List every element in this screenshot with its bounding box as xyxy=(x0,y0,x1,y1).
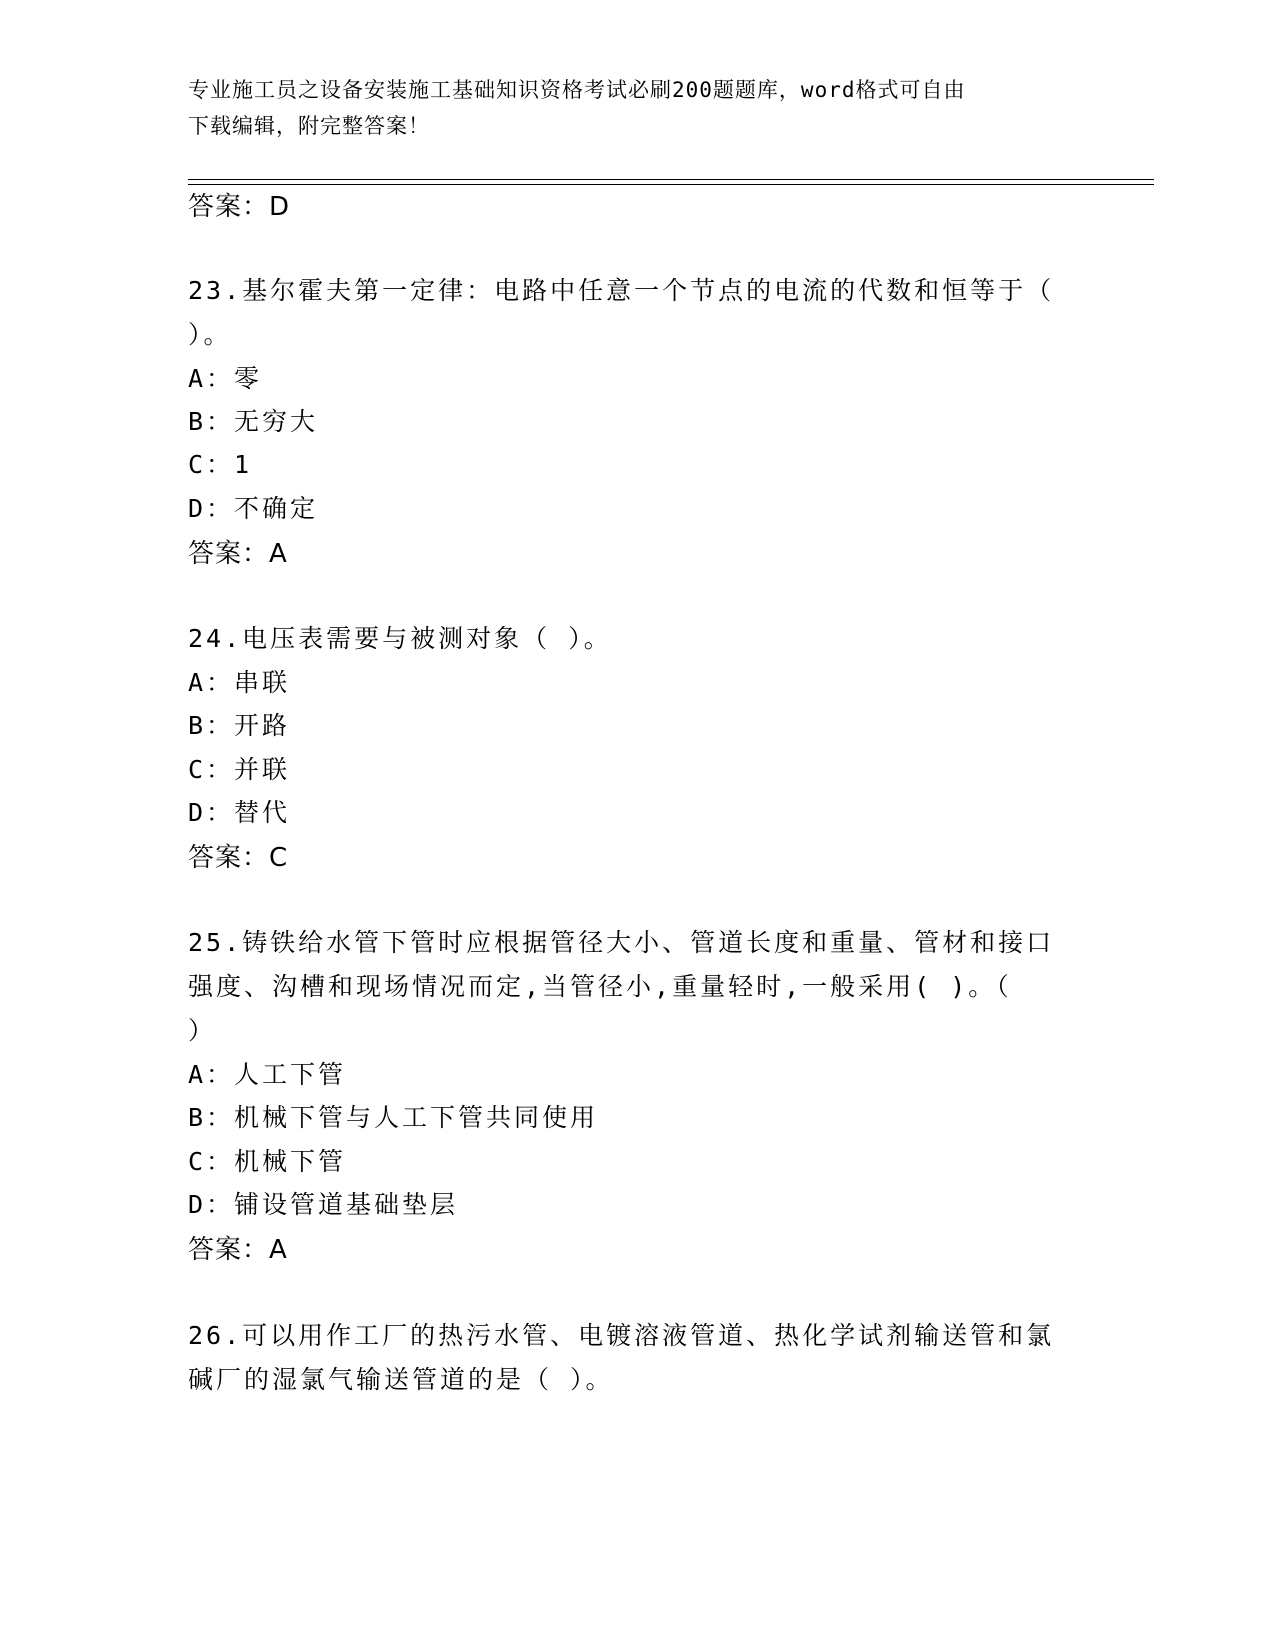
question-23-answer: 答案：A xyxy=(188,539,288,569)
question-23-text: 23.基尔霍夫第一定律：电路中任意一个节点的电流的代数和恒等于（ xyxy=(188,276,1055,305)
question-25-text-cont: 强度、沟槽和现场情况而定,当管径小,重量轻时,一般采用( )。（ xyxy=(188,972,1012,1001)
previous-answer: 答案：D xyxy=(188,192,291,222)
question-26-text: 26.可以用作工厂的热污水管、电镀溶液管道、热化学试剂输送管和氯 xyxy=(188,1321,1055,1350)
question-24-option-d: D：替代 xyxy=(188,798,291,827)
question-25-answer: 答案：A xyxy=(188,1235,288,1265)
question-23-option-c: C：1 xyxy=(188,450,253,479)
question-25-text-cont-2: ） xyxy=(188,1016,217,1045)
question-23-option-b: B：无穷大 xyxy=(188,407,319,436)
header-line-2: 下载编辑，附完整答案！ xyxy=(188,114,430,138)
header-rule-top xyxy=(188,179,1154,180)
question-24-text: 24.电压表需要与被测对象（ ）。 xyxy=(188,624,612,653)
question-25-option-d: D：铺设管道基础垫层 xyxy=(188,1190,459,1219)
question-25-text: 25.铸铁给水管下管时应根据管径大小、管道长度和重量、管材和接口 xyxy=(188,928,1055,957)
question-23-text-cont: ）。 xyxy=(188,320,232,349)
question-23-option-a: A：零 xyxy=(188,364,263,393)
question-24-option-a: A：串联 xyxy=(188,668,291,697)
question-25-option-b: B：机械下管与人工下管共同使用 xyxy=(188,1103,599,1132)
header-rule-bottom xyxy=(188,184,1154,185)
document-header xyxy=(188,72,1088,144)
question-24-option-c: C：并联 xyxy=(188,755,291,784)
header-line-1: 专业施工员之设备安装施工基础知识资格考试必刷200题题库，word格式可自由 xyxy=(188,78,966,102)
question-25-option-a: A：人工下管 xyxy=(188,1060,347,1089)
question-23-option-d: D：不确定 xyxy=(188,494,319,523)
question-25-option-c: C：机械下管 xyxy=(188,1147,347,1176)
question-24-answer: 答案：C xyxy=(188,843,289,873)
question-24-option-b: B：开路 xyxy=(188,711,291,740)
question-26-text-cont: 碱厂的湿氯气输送管道的是（ ）。 xyxy=(188,1365,614,1394)
